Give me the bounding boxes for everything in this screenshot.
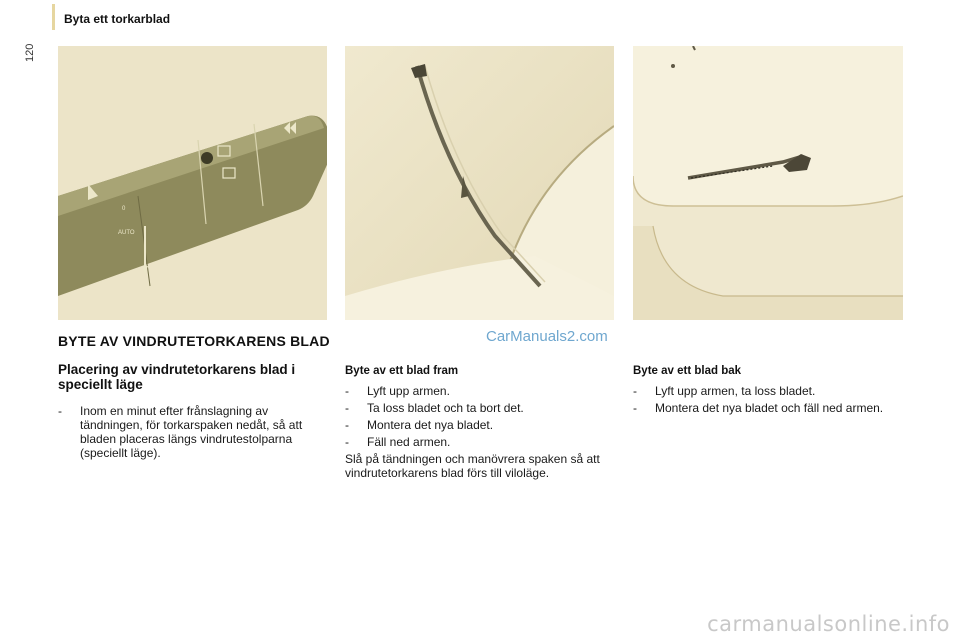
bullet-dash: - (633, 401, 637, 415)
bullet-dash: - (345, 401, 349, 415)
rear-wiper-illustration (633, 46, 903, 320)
bullet-text: Ta loss bladet och ta bort det. (367, 401, 524, 415)
column-service-position (58, 362, 328, 463)
bullet-dash: - (345, 384, 349, 398)
service-position-heading: Placering av vindrutetorkarens blad i speciellt läge (58, 362, 296, 392)
list-item (345, 418, 607, 432)
bullet-text: Lyft upp armen, ta loss bladet. (655, 384, 816, 398)
rear-blade-heading: Byte av ett blad bak (633, 365, 742, 377)
bullet-dash: - (633, 384, 637, 398)
list-item (345, 384, 607, 398)
list-item (345, 401, 607, 415)
bullet-text: Montera det nya bladet. (367, 418, 494, 432)
section-header: Byta ett torkarblad (64, 12, 171, 26)
header-accent-bar (52, 4, 55, 30)
bullet-text: Inom en minut efter frånslagning av tändningen, för torkarspaken nedåt, så att bladen placeras längs vindrutestolparna (speciellt läge). (80, 404, 303, 460)
bullet-text: Lyft upp armen. (367, 384, 450, 398)
watermark[interactable]: CarManuals2.com (486, 328, 608, 345)
bullet-text: Montera det nya bladet och fäll ned armen. (655, 401, 884, 415)
list-item (58, 404, 328, 460)
list-item (633, 384, 913, 398)
front-blade-paragraph: Slå på tändningen och manövrera spaken så att vindrutetorkarens blad förs till viloläge. (345, 452, 600, 480)
list-item (633, 401, 913, 415)
wiper-lever-photo (58, 46, 327, 320)
lever-auto-label: AUTO (118, 230, 135, 236)
front-wiper-photo (345, 46, 614, 320)
main-title: BYTE AV VINDRUTETORKARENS BLAD (58, 333, 330, 349)
column-front-blade (345, 364, 607, 480)
page-number: 120 (24, 43, 36, 62)
front-blade-heading: Byte av ett blad fram (345, 365, 459, 377)
column-rear-blade (633, 364, 913, 418)
rear-wiper-photo (633, 46, 903, 320)
wiper-lever-illustration (58, 46, 327, 320)
bullet-dash: - (345, 435, 349, 449)
list-item (345, 435, 607, 449)
bullet-text: Fäll ned armen. (367, 435, 451, 449)
footer-site-url[interactable]: carmanualsonline.info (707, 612, 950, 636)
bullet-dash: - (345, 418, 349, 432)
bullet-dash: - (58, 404, 62, 418)
lever-zero-label: 0 (122, 206, 126, 212)
front-wiper-illustration (345, 46, 614, 320)
